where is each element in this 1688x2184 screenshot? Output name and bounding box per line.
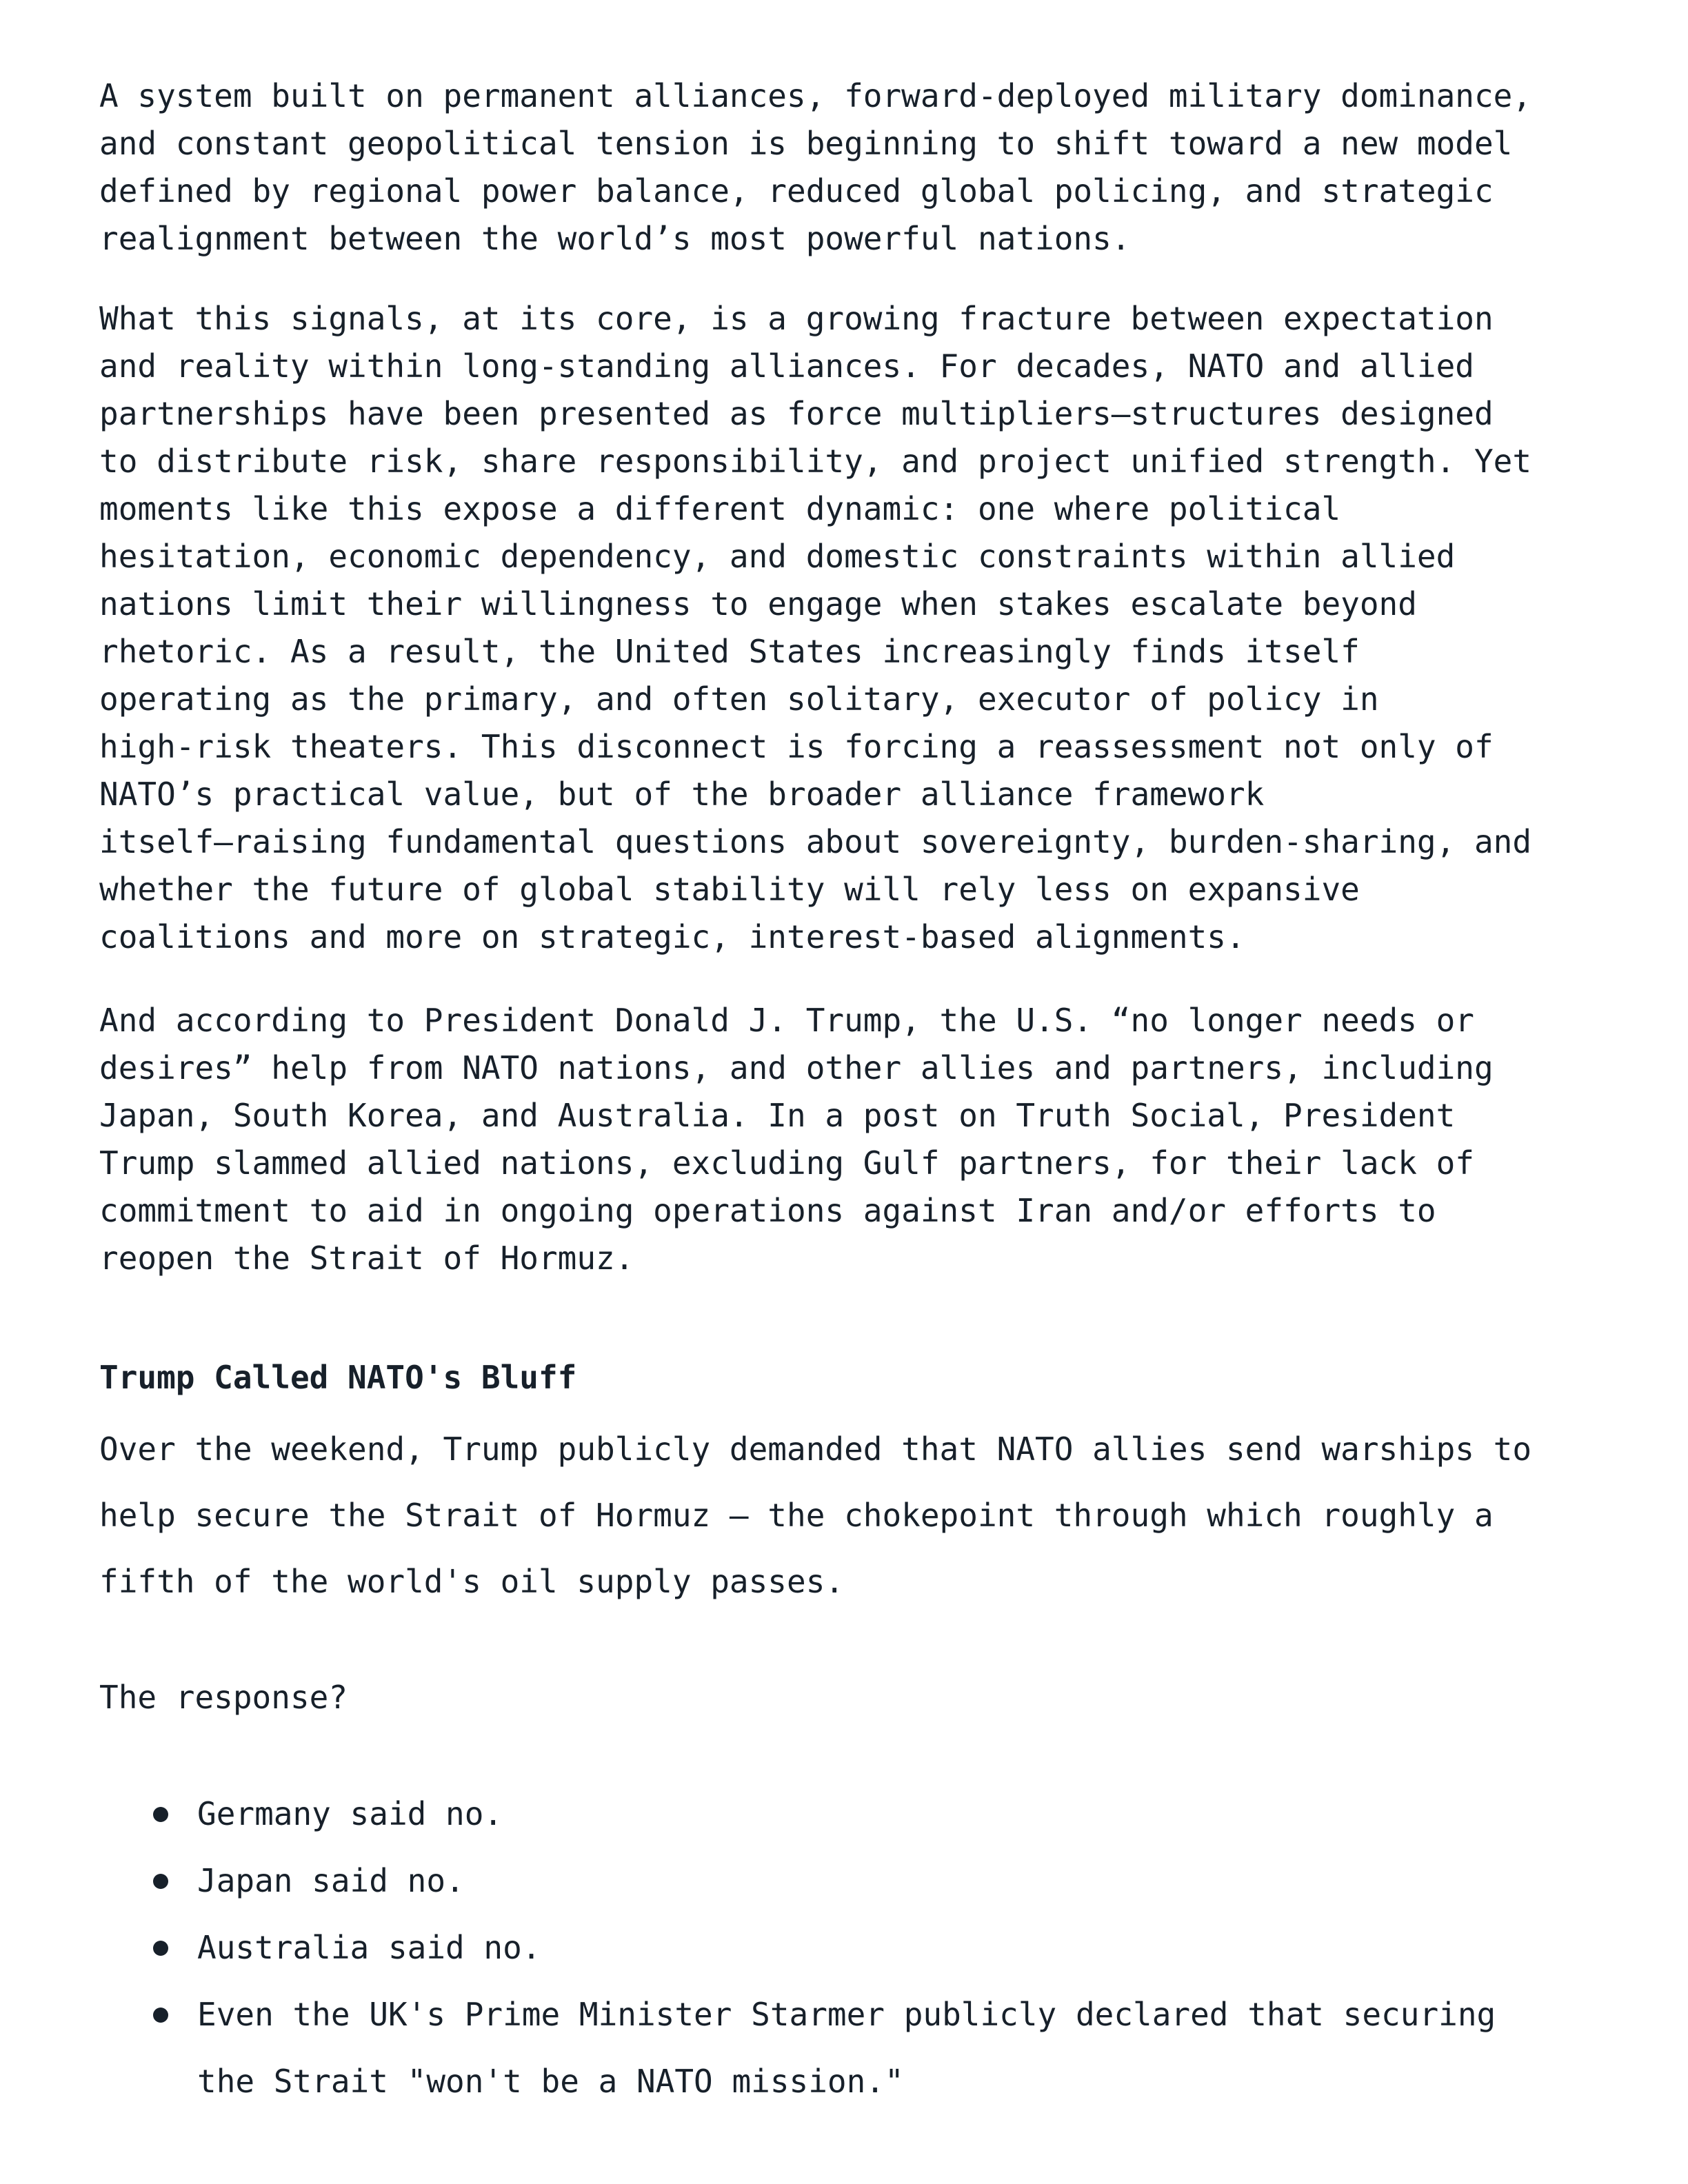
text-line: Japan, South Korea, and Australia. In a post on Truth Social, President	[99, 1097, 1456, 1134]
text-line: partnerships have been presented as force multipliers—structures designed	[99, 395, 1494, 432]
text-line: coalitions and more on strategic, interest-based alignments.	[99, 918, 1245, 956]
section-heading-block	[99, 1354, 1616, 1402]
list-item	[99, 1781, 1616, 1848]
text-line: the Strait "won't be a NATO mission."	[197, 2063, 904, 2100]
text-line: operating as the primary, and often solitary, executor of policy in	[99, 680, 1379, 718]
text-line: whether the future of global stability will rely less on expansive	[99, 871, 1360, 908]
text-line: Australia said no.	[197, 1929, 541, 1966]
text-line: Over the weekend, Trump publicly demanded that NATO allies send warships to	[99, 1430, 1532, 1468]
text-line: Japan said no.	[197, 1862, 465, 1899]
bullet-icon	[153, 1874, 168, 1889]
paragraph-3	[99, 997, 1616, 1282]
text-line: and reality within long-standing alliances. For decades, NATO and allied	[99, 347, 1474, 385]
text-line: realignment between the world’s most powerful nations.	[99, 220, 1131, 257]
bullet-icon	[153, 1807, 168, 1822]
bullet-icon	[153, 2008, 168, 2023]
bullet-list	[99, 1781, 1616, 2115]
text-line: itself—raising fundamental questions about sovereignty, burden-sharing, and	[99, 823, 1532, 860]
text-line: hesitation, economic dependency, and domestic constraints within allied	[99, 538, 1456, 575]
text-line: and constant geopolitical tension is beginning to shift toward a new model	[99, 125, 1513, 162]
bullet-icon	[153, 1941, 168, 1956]
text-line: high-risk theaters. This disconnect is forcing a reassessment not only of	[99, 728, 1494, 765]
text-line: Trump slammed allied nations, excluding Gulf partners, for their lack of	[99, 1144, 1474, 1182]
text-line: And according to President Donald J. Trump, the U.S. “no longer needs or	[99, 1002, 1474, 1039]
text-line: moments like this expose a different dynamic: one where political	[99, 490, 1341, 527]
paragraph-2	[99, 295, 1616, 961]
text-line: fifth of the world's oil supply passes.	[99, 1563, 845, 1600]
text-line: Germany said no.	[197, 1795, 503, 1832]
response-question	[99, 1664, 1616, 1730]
text-line: defined by regional power balance, reduced global policing, and strategic	[99, 172, 1494, 210]
text-line: The response?	[99, 1679, 348, 1716]
text-line: What this signals, at its core, is a growing fracture between expectation	[99, 300, 1494, 337]
list-item	[99, 1981, 1616, 2115]
text-line: commitment to aid in ongoing operations against Iran and/or efforts to	[99, 1192, 1436, 1229]
text-line: NATO’s practical value, but of the broader alliance framework	[99, 776, 1265, 813]
paragraph-1	[99, 72, 1616, 263]
text-line: desires” help from NATO nations, and other allies and partners, including	[99, 1049, 1494, 1086]
text-line: help secure the Strait of Hormuz — the chokepoint through which roughly a	[99, 1497, 1494, 1534]
text-line: to distribute risk, share responsibility, and project unified strength. Yet	[99, 443, 1532, 480]
text-line: A system built on permanent alliances, forward-deployed military dominance,	[99, 77, 1532, 114]
text-line: rhetoric. As a result, the United States increasingly finds itself	[99, 633, 1360, 670]
section-heading: Trump Called NATO's Bluff	[99, 1359, 577, 1396]
list-item	[99, 1848, 1616, 1914]
section-body	[99, 1416, 1616, 1615]
text-line: Even the UK's Prime Minister Starmer publicly declared that securing	[197, 1996, 1496, 2033]
text-line: nations limit their willingness to engage when stakes escalate beyond	[99, 585, 1417, 623]
bullet-list-block	[99, 1781, 1616, 2115]
text-line: reopen the Strait of Hormuz.	[99, 1240, 634, 1277]
list-item	[99, 1914, 1616, 1981]
